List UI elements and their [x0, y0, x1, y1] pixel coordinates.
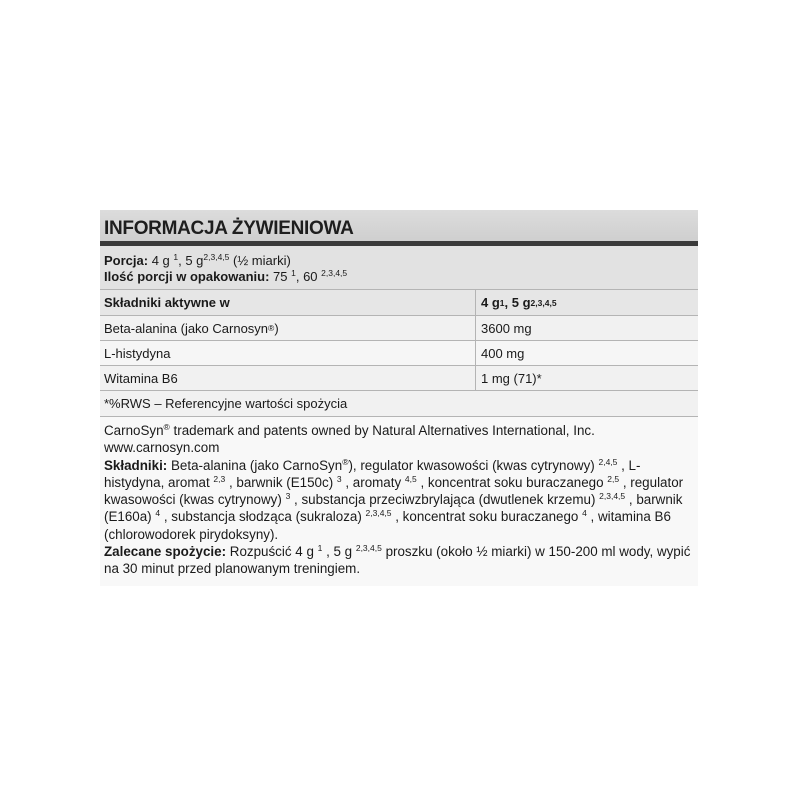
- registered-mark: ®: [163, 422, 170, 432]
- header-amount-cell: 4 g 1 , 5 g 2,3,4,5: [481, 295, 557, 310]
- portion-value: 4 g: [148, 253, 174, 268]
- ingredients-text: , regulator kwasowości (kwas cytrynowy): [104, 474, 684, 508]
- ingredients-paragraph: [104, 457, 694, 543]
- footnote-ref: 2,3,4,5: [355, 543, 382, 554]
- ingredients-text: , aromaty: [341, 474, 405, 490]
- footnote-ref: 1: [291, 268, 296, 278]
- trademark-text: CarnoSyn: [104, 423, 164, 438]
- table-header-row: [100, 290, 698, 316]
- ingredient-text: ): [274, 320, 279, 336]
- footnote-ref: 3: [285, 491, 291, 502]
- footnote-ref: 2,3,4,5: [599, 491, 626, 502]
- ingredient-text: Beta-alanina (jako Carnosyn: [104, 320, 269, 336]
- nutrition-panel: [100, 210, 698, 586]
- header-ingredient-cell: [100, 290, 476, 315]
- header-amount: 4 g: [481, 295, 500, 310]
- footnote-ref: 2,5: [607, 473, 620, 484]
- footnote-ref: 2,3,4,5: [365, 508, 392, 519]
- registered-mark: ®: [342, 456, 349, 467]
- portion-value: (½ miarki): [229, 253, 291, 268]
- servings-label: Ilość porcji w opakowaniu:: [104, 269, 270, 284]
- ingredient-name: Witamina B6: [100, 366, 476, 390]
- footnote-ref: 4: [582, 508, 587, 519]
- rws-footnote: *%RWS – Referencyjne wartości spożycia: [100, 391, 698, 417]
- ingredient-amount: 400 mg: [481, 345, 525, 361]
- description-text: [100, 417, 698, 586]
- ingredients-text: , substancja słodząca (sukraloza): [160, 509, 366, 525]
- usage-text: , 5 g: [322, 544, 356, 560]
- footnote-ref: 1: [173, 252, 179, 262]
- servings-value: , 60: [295, 269, 322, 284]
- trademark-text: trademark and patents owned by Natural Alternatives International, Inc. www.carnosyn.com: [104, 423, 595, 456]
- portion-line: [104, 253, 694, 269]
- table-row: [100, 366, 698, 391]
- portion-label: Porcja:: [104, 253, 149, 268]
- ingredient-amount: 3600 mg: [481, 320, 532, 336]
- footnote-ref: 2,3: [213, 473, 226, 484]
- footnote-ref: 3: [336, 473, 342, 484]
- footnote-ref: 2,3,4,5: [321, 268, 348, 278]
- footnote-ref: 4: [155, 508, 161, 519]
- ingredient-amount: 1 mg (71)*: [481, 370, 542, 386]
- ingredients-text: , substancja przeciwzbrylająca (dwutlenek krzemu): [290, 492, 600, 508]
- usage-label: Zalecane spożycie:: [104, 544, 227, 560]
- ingredients-text: , barwnik (E160a): [104, 492, 683, 525]
- ingredients-text: Beta-alanina (jako CarnoSyn: [167, 457, 343, 473]
- header-label: Składniki aktywne w: [104, 295, 230, 310]
- title-bar: [100, 210, 698, 246]
- footnote-ref: 2,3,4,5: [203, 252, 230, 262]
- panel-title: INFORMACJA ŻYWIENIOWA: [104, 218, 354, 239]
- ingredients-label: Składniki:: [104, 457, 168, 473]
- portion-info: [100, 246, 698, 290]
- servings-line: [104, 269, 694, 285]
- ingredients-text: , koncentrat soku buraczanego: [416, 474, 608, 490]
- ingredients-text: , L-histydyna, aromat: [104, 457, 641, 490]
- ingredient-name: Beta-alanina (jako Carnosyn ® ): [100, 316, 476, 340]
- header-amount: , 5 g: [504, 295, 531, 310]
- footnote-ref: 4,5: [404, 473, 417, 484]
- trademark-note: [104, 422, 694, 457]
- ingredients-text: , witamina B6 (chlorowodorek pirydoksyny).: [104, 509, 671, 542]
- ingredients-text: ), regulator kwasowości (kwas cytrynowy): [348, 457, 599, 473]
- footnote-ref: 2,4,5: [598, 456, 618, 467]
- ingredient-name: L-histydyna: [100, 341, 476, 365]
- table-row: [100, 341, 698, 366]
- usage-paragraph: [104, 543, 694, 578]
- servings-value: 75: [269, 269, 292, 284]
- ingredients-text: , barwnik (E150c): [225, 474, 337, 490]
- usage-text: proszku (około ½ miarki) w 150-200 ml wody, wypić na 30 minut przed planowanym treningiem.: [104, 544, 691, 577]
- ingredients-text: , koncentrat soku buraczanego: [391, 509, 583, 525]
- portion-value: , 5 g: [178, 253, 204, 268]
- footnote-ref: 1: [317, 543, 323, 554]
- table-row: [100, 316, 698, 341]
- usage-text: Rozpuścić 4 g: [226, 544, 318, 560]
